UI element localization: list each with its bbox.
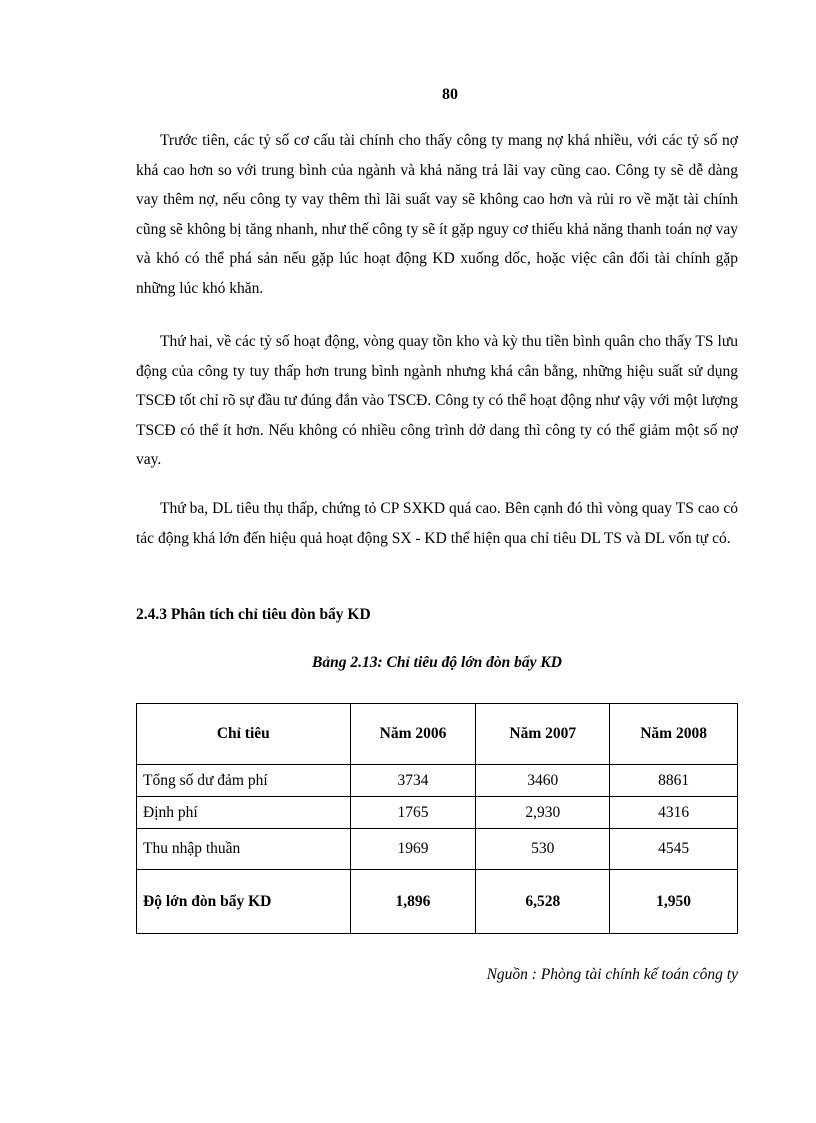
table-cell: 1969 xyxy=(350,829,476,870)
table-cell: 6,528 xyxy=(476,870,610,934)
table-cell: 8861 xyxy=(610,765,738,797)
table-cell: 3460 xyxy=(476,765,610,797)
header-cell: Năm 2006 xyxy=(350,704,476,765)
table-cell: 4316 xyxy=(610,797,738,829)
table-cell: 4545 xyxy=(610,829,738,870)
table-row xyxy=(137,765,738,797)
row-label: Độ lớn đòn bẩy KD xyxy=(137,870,351,934)
section-heading: 2.4.3 Phân tích chỉ tiêu đòn bẩy KD xyxy=(136,606,371,623)
table-cell: 530 xyxy=(476,829,610,870)
table-total-row xyxy=(137,870,738,934)
paragraph-1: Trước tiên, các tỷ số cơ cấu tài chính cho thấy công ty mang nợ khá nhiều, với các tỷ số nợ khá cao hơn so với trung bình của ngành và khả năng trả lãi vay cũng cao. Công ty sẽ dễ dàng vay thêm nợ, nếu công ty vay thêm thì lãi suất vay sẽ không cao hơn và rủi ro về mặt tài chính cũng sẽ không bị tăng nhanh, như thế công ty sẽ ít gặp nguy cơ thiếu khả năng thanh toán nợ vay và khó có thể phá sản nếu gặp lúc hoạt động KD xuống dốc, hoặc việc cân đối tài chính gặp những lúc khó khăn. xyxy=(136,132,738,297)
table-row xyxy=(137,797,738,829)
table-cell: 1,896 xyxy=(350,870,476,934)
table-caption: Bảng 2.13: Chỉ tiêu độ lớn đòn bẩy KD xyxy=(312,654,562,671)
page-number: 80 xyxy=(442,86,458,103)
table-header-row xyxy=(137,704,738,765)
paragraph-3: Thứ ba, DL tiêu thụ thấp, chứng tỏ CP SXKD quá cao. Bên cạnh đó thì vòng quay TS cao có tác động khá lớn đến hiệu quả hoạt động SX - KD thể hiện qua chỉ tiêu DL TS và DL vốn tự có. xyxy=(136,500,738,547)
header-cell: Chỉ tiêu xyxy=(137,704,351,765)
table-cell: 3734 xyxy=(350,765,476,797)
row-label: Định phí xyxy=(137,797,351,829)
row-label: Tổng số dư đảm phí xyxy=(137,765,351,797)
table-row xyxy=(137,829,738,870)
row-label: Thu nhập thuần xyxy=(137,829,351,870)
source-note: Nguồn : Phòng tài chính kế toán công ty xyxy=(486,966,738,983)
leverage-table xyxy=(136,703,738,934)
header-cell: Năm 2008 xyxy=(610,704,738,765)
table-cell: 1765 xyxy=(350,797,476,829)
paragraph-2: Thứ hai, về các tỷ số hoạt động, vòng quay tồn kho và kỳ thu tiền bình quân cho thấy TS lưu động của công ty tuy thấp hơn trung bình ngành nhưng khá cân bằng, những hiệu suất sử dụng TSCĐ tốt chỉ rõ sự đầu tư đúng đắn vào TSCĐ. Công ty có thể hoạt động như vậy với một lượng TSCĐ có thể ít hơn. Nếu không có nhiều công trình dở dang thì công ty có thể giảm một số nợ vay. xyxy=(136,333,738,468)
table-cell: 1,950 xyxy=(610,870,738,934)
table-cell: 2,930 xyxy=(476,797,610,829)
header-cell: Năm 2007 xyxy=(476,704,610,765)
